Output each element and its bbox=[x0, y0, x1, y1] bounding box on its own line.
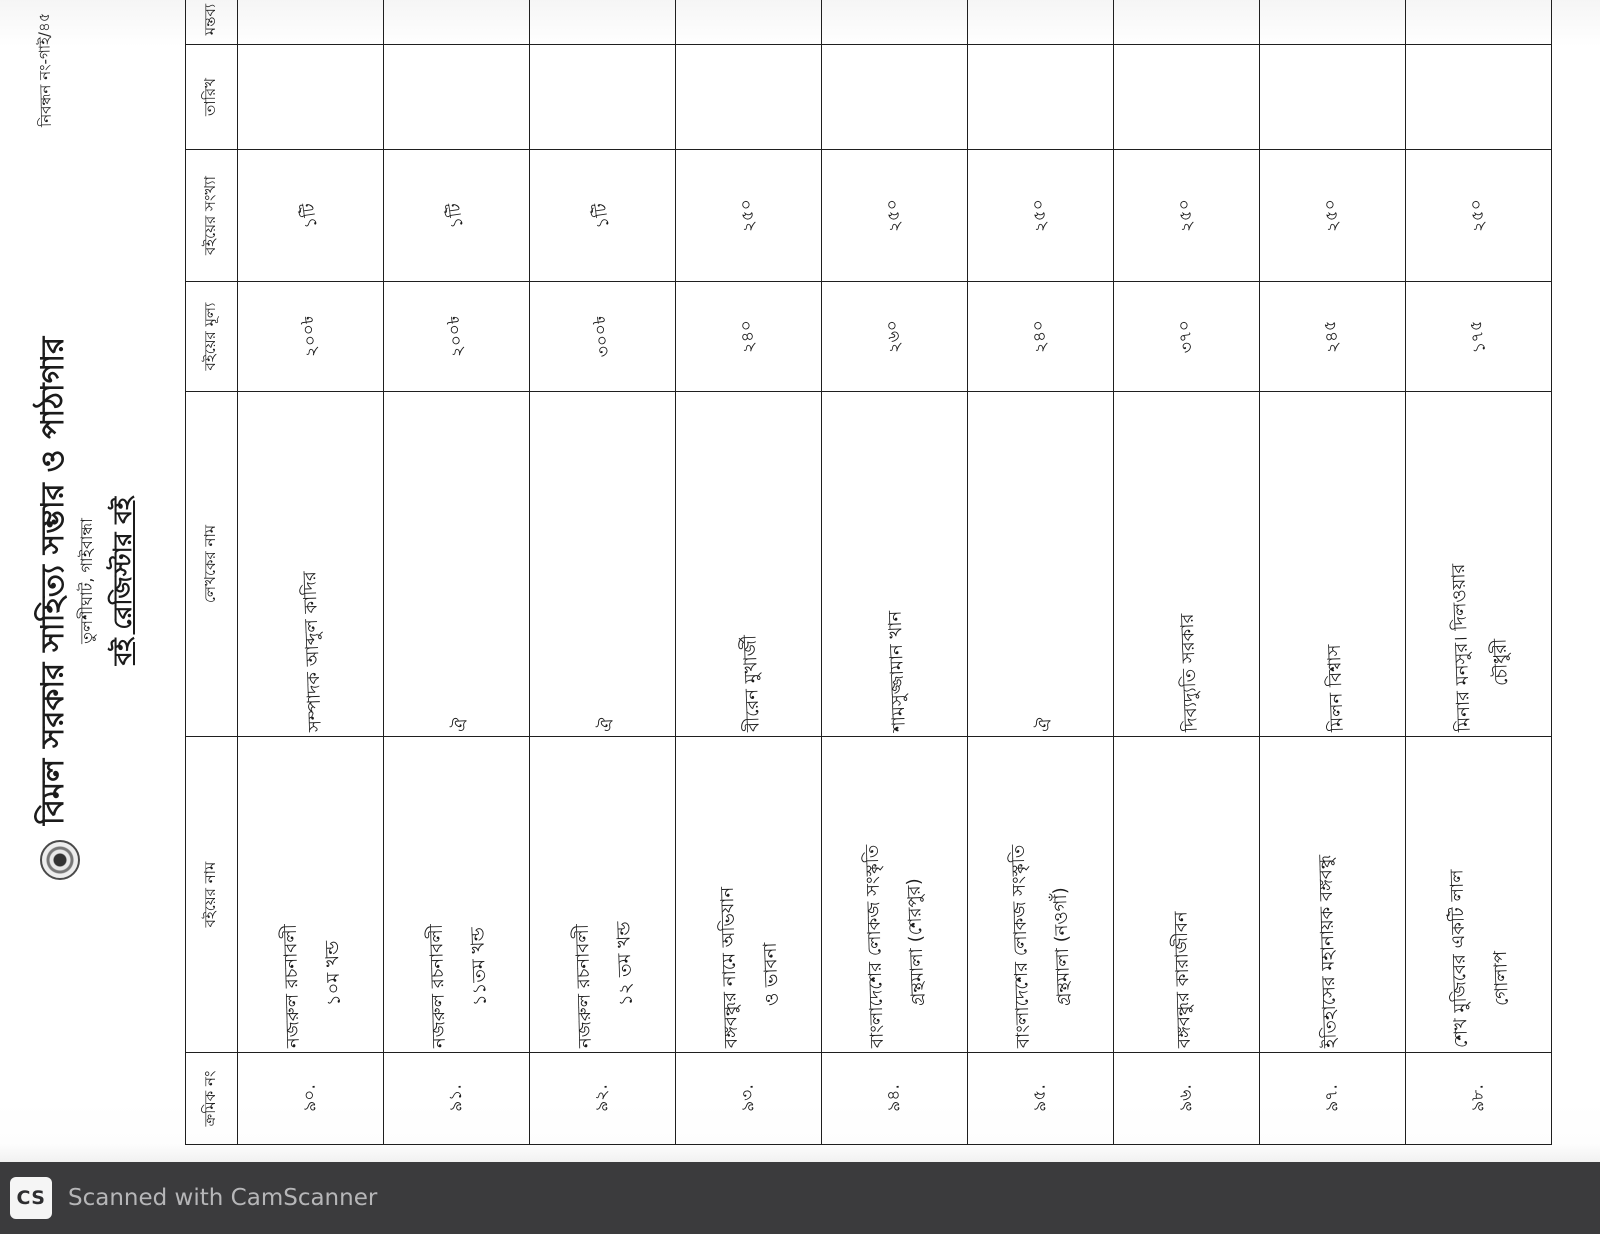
book-name-cell bbox=[822, 737, 968, 1053]
author-cell bbox=[238, 392, 384, 737]
remark-cell bbox=[384, 0, 530, 45]
quantity-cell: ২৫০ bbox=[1260, 150, 1406, 282]
book-name-line2: গ্রন্থমালা (শেরপুর) bbox=[902, 877, 929, 1007]
remark-cell bbox=[968, 0, 1114, 45]
book-name-line1: বঙ্গবন্ধুর নামে অভিযান bbox=[716, 886, 742, 1049]
serial-cell: ৯৫. bbox=[966, 1050, 1115, 1147]
author-cell bbox=[1406, 392, 1552, 737]
remark-cell bbox=[1114, 0, 1260, 45]
price-cell: ৩৭০ bbox=[1114, 282, 1260, 392]
serial-cell: ৯৮. bbox=[1404, 1050, 1553, 1147]
table-row bbox=[530, 0, 676, 1145]
book-name-line1: নজরুল রচনাবলী bbox=[425, 923, 450, 1049]
price-cell: ২৪০ bbox=[676, 282, 822, 392]
remark-cell bbox=[530, 0, 676, 45]
book-name-cell bbox=[1114, 737, 1260, 1053]
date-cell bbox=[1114, 45, 1260, 150]
price-cell: ২০০৳ bbox=[238, 282, 384, 392]
table-row bbox=[822, 0, 968, 1145]
quantity-cell: ১টি bbox=[530, 150, 676, 282]
book-name-line1: শেখ মুজিবের একটি লাল bbox=[1445, 869, 1472, 1049]
remark-cell bbox=[1406, 0, 1552, 45]
column-header-serial: ক্রমিক নং bbox=[186, 1053, 238, 1145]
book-name-cell bbox=[968, 737, 1114, 1053]
column-header-quantity: বইয়ের সংখ্যা bbox=[186, 150, 238, 282]
book-name-cell bbox=[530, 737, 676, 1053]
date-cell bbox=[968, 45, 1114, 150]
date-cell bbox=[676, 45, 822, 150]
column-header-book-name: বইয়ের নাম bbox=[186, 737, 238, 1053]
column-header-author: লেখকের নাম bbox=[186, 392, 238, 737]
book-name-line2 bbox=[1202, 741, 1213, 1048]
book-name-line2: গ্রন্থমালা (নওগাঁ) bbox=[1049, 886, 1075, 1007]
book-name-line2: ও ভাবনা bbox=[759, 942, 783, 1007]
book-name-line1: বাংলাদেশের লোকজ সংস্কৃতি bbox=[861, 844, 888, 1049]
author-cell bbox=[384, 392, 530, 737]
serial-cell: ৯৭. bbox=[1258, 1050, 1407, 1147]
author-cell bbox=[1114, 392, 1260, 737]
book-name-line2: ১০ম খন্ড bbox=[321, 940, 345, 1007]
book-name-line1: বাংলাদেশের লোকজ সংস্কৃতি bbox=[1007, 844, 1034, 1049]
column-header-remarks: মন্তব্য bbox=[186, 0, 238, 45]
camscanner-watermark-bar bbox=[0, 1162, 1600, 1234]
author-cell bbox=[822, 392, 968, 737]
quantity-cell: ২৫০ bbox=[968, 150, 1114, 282]
serial-cell: ৯২. bbox=[528, 1050, 677, 1147]
register-table bbox=[185, 0, 1552, 1145]
price-cell: ৩০০৳ bbox=[530, 282, 676, 392]
book-name-cell bbox=[1260, 737, 1406, 1053]
price-cell: ২৪৫ bbox=[1260, 282, 1406, 392]
book-name-line1: নজরুল রচনাবলী bbox=[571, 923, 596, 1049]
author-name: শামসুজ্জামান খান bbox=[884, 610, 910, 733]
remark-cell bbox=[676, 0, 822, 45]
author-name: ঐ bbox=[450, 717, 472, 733]
camscanner-logo-icon: CS bbox=[10, 1177, 52, 1219]
letterhead bbox=[36, 0, 146, 1162]
author-name-line2: চৌধুরী bbox=[1489, 638, 1512, 687]
price-cell: ২৪০ bbox=[968, 282, 1114, 392]
quantity-cell: ২৫০ bbox=[676, 150, 822, 282]
author-name: ঐ bbox=[1034, 717, 1056, 733]
author-name: সম্পাদক আব্দুল কাদির bbox=[299, 570, 326, 733]
serial-cell: ৯৪. bbox=[820, 1050, 969, 1147]
author-name: বীরেন মুখার্জী bbox=[739, 634, 764, 733]
table-row bbox=[1114, 0, 1260, 1145]
author-name: ঐ bbox=[596, 717, 618, 733]
price-cell: ২৬০ bbox=[822, 282, 968, 392]
quantity-cell: ২৫০ bbox=[1406, 150, 1552, 282]
page-title: বিমল সরকার সাহিত্য সম্ভার ও পাঠাগার bbox=[35, 336, 71, 826]
register-title: বই রেজিস্টার বই bbox=[107, 496, 137, 666]
registration-number: নিবন্ধন নং-গাই/৪৫ bbox=[35, 11, 55, 127]
book-name-cell bbox=[384, 737, 530, 1053]
author-name: দিব্যদ্যুতি সরকার bbox=[1176, 613, 1202, 733]
table-row bbox=[1260, 0, 1406, 1145]
date-cell bbox=[1260, 45, 1406, 150]
column-header-price: বইয়ের মূল্য bbox=[186, 282, 238, 392]
date-cell bbox=[1406, 45, 1552, 150]
book-name-line1: নজরুল রচনাবলী bbox=[279, 923, 304, 1049]
book-name-cell bbox=[1406, 737, 1552, 1053]
date-cell bbox=[238, 45, 384, 150]
price-cell: ২০০৳ bbox=[384, 282, 530, 392]
serial-cell: ৯১. bbox=[382, 1050, 531, 1147]
author-name: মিলন বিশ্বাস bbox=[1323, 644, 1348, 733]
price-cell: ১৭৫ bbox=[1406, 282, 1552, 392]
column-header-date: তারিখ bbox=[186, 45, 238, 150]
book-name-line2: গোলাপ bbox=[1489, 950, 1513, 1007]
date-cell bbox=[384, 45, 530, 150]
quantity-cell: ১টি bbox=[238, 150, 384, 282]
author-cell bbox=[968, 392, 1114, 737]
author-cell bbox=[530, 392, 676, 737]
book-name-line2 bbox=[1348, 741, 1359, 1048]
quantity-cell: ২৫০ bbox=[1114, 150, 1260, 282]
quantity-cell: ১টি bbox=[384, 150, 530, 282]
serial-cell: ৯৩. bbox=[674, 1050, 823, 1147]
table-row bbox=[968, 0, 1114, 1145]
book-name-line2: ১১তম খন্ড bbox=[466, 926, 491, 1007]
table-row bbox=[238, 0, 384, 1145]
page-subtitle: তুলশীঘাট, গাইবান্ধা bbox=[76, 518, 96, 644]
table-row bbox=[676, 0, 822, 1145]
quantity-cell: ২৫০ bbox=[822, 150, 968, 282]
book-name-cell bbox=[676, 737, 822, 1053]
book-name-cell bbox=[238, 737, 384, 1053]
remark-cell bbox=[822, 0, 968, 45]
date-cell bbox=[530, 45, 676, 150]
author-cell bbox=[1260, 392, 1406, 737]
table-row bbox=[1406, 0, 1552, 1145]
book-name-line1: বঙ্গবন্ধুর কারাজীবন bbox=[1170, 910, 1196, 1049]
remark-cell bbox=[1260, 0, 1406, 45]
header-row bbox=[186, 0, 238, 1145]
remark-cell bbox=[238, 0, 384, 45]
author-cell bbox=[676, 392, 822, 737]
date-cell bbox=[822, 45, 968, 150]
serial-cell: ৯৬. bbox=[1112, 1050, 1261, 1147]
author-name: মিনার মনসুর। দিলওয়ার bbox=[1447, 563, 1475, 733]
serial-cell: ৯০. bbox=[236, 1050, 385, 1147]
watermark-text: Scanned with CamScanner bbox=[68, 1185, 378, 1211]
book-name-line2: ১২ তম খন্ড bbox=[612, 921, 637, 1007]
table-row bbox=[384, 0, 530, 1145]
book-name-line1: ইতিহাসের মহানায়ক বঙ্গবন্ধু bbox=[1314, 854, 1342, 1049]
